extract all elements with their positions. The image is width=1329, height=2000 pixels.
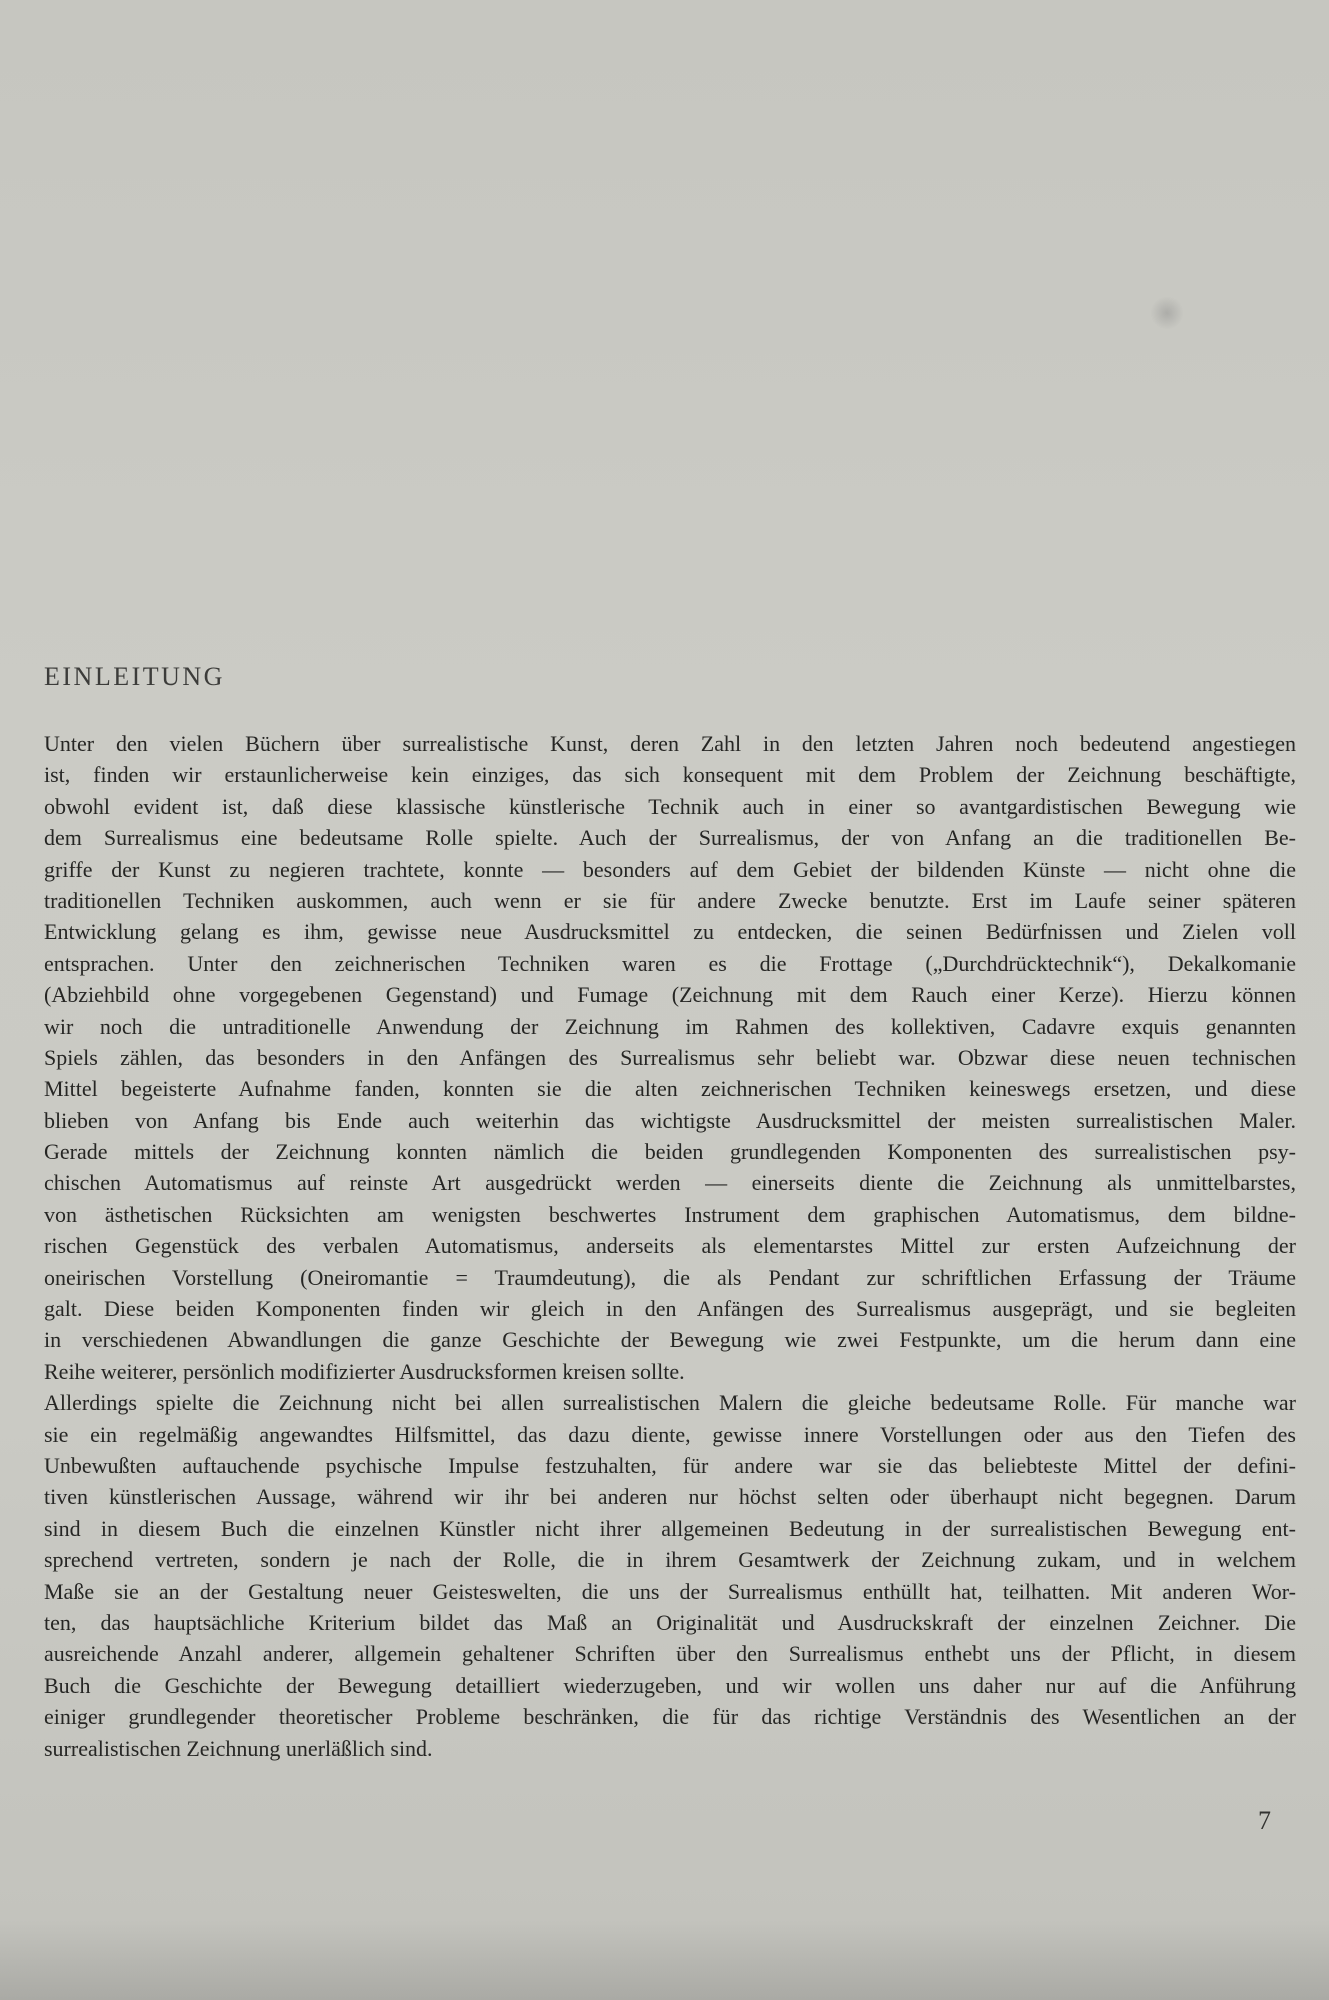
- text-line: Entwicklung gelang es ihm, gewisse neue Ausdrucksmittel zu entdecken, die seinen Bedürfnissen und Zielen voll: [44, 919, 1296, 945]
- page-number: 7: [1258, 1806, 1271, 1835]
- chapter-heading: EINLEITUNG: [44, 662, 225, 691]
- text-line: Unter den vielen Büchern über surrealistische Kunst, deren Zahl in den letzten Jahren noch bedeutend angestiegen: [44, 731, 1296, 756]
- body-text: [44, 728, 1296, 1764]
- text-line: Allerdings spielte die Zeichnung nicht bei allen surrealistischen Malern die gleiche bedeutsame Rolle. Für manche war: [44, 1390, 1296, 1416]
- text-line: ausreichende Anzahl anderer, allgemein gehaltener Schriften über den Surrealismus enthebt uns der Pflicht, in diesem: [44, 1641, 1296, 1667]
- text-line: Gerade mittels der Zeichnung konnten nämlich die beiden grundlegenden Komponenten des surrealistischen psy-: [44, 1139, 1296, 1165]
- text-line: wir noch die untraditionelle Anwendung der Zeichnung im Rahmen des kollektiven, Cadavre exquis genannten: [44, 1013, 1296, 1039]
- text-line: Buch die Geschichte der Bewegung detailliert wiederzugeben, und wir wollen uns daher nur auf die Anführung: [44, 1672, 1296, 1698]
- text-line: griffe der Kunst zu negieren trachtete, konnte — besonders auf dem Gebiet der bildenden Künste — nicht ohne die: [44, 856, 1296, 882]
- text-line: traditionellen Techniken auskommen, auch wenn er sie für andere Zwecke benutzte. Erst im Laufe seiner späteren: [44, 887, 1296, 913]
- text-line: dem Surrealismus eine bedeutsame Rolle spielte. Auch der Surrealismus, der von Anfang an die traditionellen Be-: [44, 825, 1296, 851]
- text-line: von ästhetischen Rücksichten am wenigsten beschwertes Instrument dem graphischen Automatismus, dem bildne-: [44, 1201, 1296, 1227]
- text-line: galt. Diese beiden Komponenten finden wir gleich in den Anfängen des Surrealismus ausgeprägt, und sie begleiten: [44, 1296, 1296, 1322]
- text-line: tiven künstlerischen Aussage, während wir ihr bei anderen nur höchst selten oder überhaupt nicht begegnen. Darum: [44, 1484, 1296, 1510]
- text-line: einiger grundlegender theoretischer Probleme beschränken, die für das richtige Verständnis des Wesentlichen an der: [44, 1704, 1296, 1730]
- text-line: Reihe weiterer, persönlich modifizierter Ausdrucksformen kreisen sollte.: [44, 1358, 685, 1384]
- text-line: ten, das hauptsächliche Kriterium bildet das Maß an Originalität und Ausdruckskraft der einzelnen Zeichner. Die: [44, 1609, 1296, 1635]
- text-line: obwohl evident ist, daß diese klassische künstlerische Technik auch in einer so avantgardistischen Bewegung wie: [44, 793, 1296, 819]
- text-line: blieben von Anfang bis Ende auch weiterhin das wichtigste Ausdrucksmittel der meisten surrealistischen Maler.: [44, 1107, 1296, 1133]
- text-line: entsprachen. Unter den zeichnerischen Techniken waren es die Frottage („Durchdrücktechnik“), Dekalkomanie: [44, 950, 1296, 976]
- text-line: Mittel begeisterte Aufnahme fanden, konnten sie die alten zeichnerischen Techniken keineswegs ersetzen, und diese: [44, 1076, 1296, 1102]
- text-line: sie ein regelmäßig angewandtes Hilfsmittel, das dazu diente, gewisse innere Vorstellungen oder aus den Tiefen des: [44, 1421, 1296, 1447]
- text-line: surrealistischen Zeichnung unerläßlich sind.: [44, 1735, 433, 1761]
- text-line: rischen Gegenstück des verbalen Automatismus, anderseits als elementarstes Mittel zur ersten Aufzeichnung der: [44, 1233, 1296, 1259]
- text-line: oneirischen Vorstellung (Oneiromantie = Traumdeutung), die als Pendant zur schriftlichen Erfassung der Träume: [44, 1264, 1296, 1290]
- text-line: Maße sie an der Gestaltung neuer Geisteswelten, die uns der Surrealismus enthüllt hat, teilhatten. Mit anderen Wor-: [44, 1578, 1296, 1604]
- text-line: Unbewußten auftauchende psychische Impulse festzuhalten, für andere war sie das beliebteste Mittel der defini-: [44, 1452, 1296, 1478]
- page-bottom-shadow: [0, 1920, 1329, 2000]
- text-line: (Abziehbild ohne vorgegebenen Gegenstand) und Fumage (Zeichnung mit dem Rauch einer Kerze). Hierzu können: [44, 982, 1296, 1008]
- paper-spot: [1150, 296, 1184, 330]
- text-line: Spiels zählen, das besonders in den Anfängen des Surrealismus sehr beliebt war. Obzwar diese neuen technischen: [44, 1044, 1296, 1070]
- text-line: sind in diesem Buch die einzelnen Künstler nicht ihrer allgemeinen Bedeutung in der surrealistischen Bewegung ent-: [44, 1515, 1296, 1541]
- text-line: in verschiedenen Abwandlungen die ganze Geschichte der Bewegung wie zwei Festpunkte, um die herum dann eine: [44, 1327, 1296, 1353]
- text-line: sprechend vertreten, sondern je nach der Rolle, die in ihrem Gesamtwerk der Zeichnung zukam, und in welchem: [44, 1547, 1296, 1573]
- text-line: chischen Automatismus auf reinste Art ausgedrückt werden — einerseits diente die Zeichnung als unmittelbarstes,: [44, 1170, 1296, 1196]
- text-line: ist, finden wir erstaunlicherweise kein einziges, das sich konsequent mit dem Problem der Zeichnung beschäftigte,: [44, 762, 1296, 788]
